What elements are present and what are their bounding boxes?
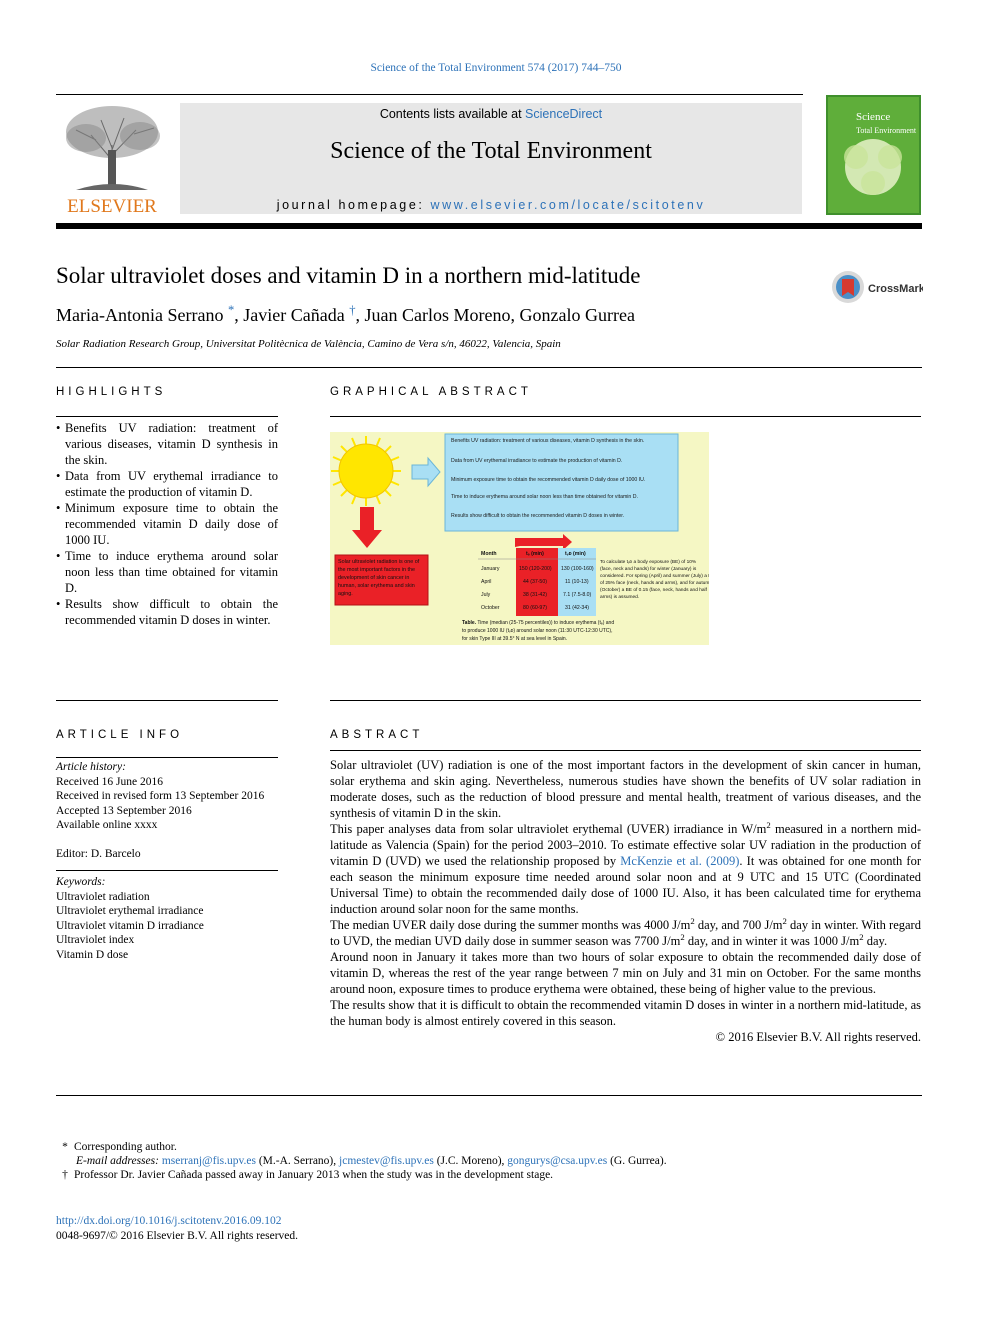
down-arrow-icon — [352, 507, 382, 548]
keyword: Ultraviolet radiation — [56, 890, 150, 903]
footnote-dagger: † Professor Dr. Javier Cañada passed away in January 2013 when the study was in the development stage. — [56, 1168, 667, 1182]
history-entry: Received 16 June 2016 — [56, 775, 163, 788]
doi-block — [56, 1214, 298, 1244]
contents-prefix: Contents lists available at — [379, 107, 526, 121]
email-link[interactable]: mserranj@fis.upv.es — [161, 1155, 256, 1167]
ga-table-cell: October — [481, 605, 500, 611]
divider — [330, 416, 921, 417]
ga-table-cell: 31 (42-34) — [565, 605, 589, 611]
homepage-link[interactable]: www.elsevier.com/locate/scitotenv — [430, 198, 706, 212]
author-name: Maria-Antonia Serrano — [56, 305, 224, 325]
copyright-notice: © 2016 Elsevier B.V. All rights reserved. — [715, 1030, 921, 1044]
author-footnote-mark[interactable]: * — [227, 303, 235, 317]
elsevier-logo[interactable] — [56, 100, 168, 216]
highlight-item: • Results show difficult to obtain the recommended vitamin D doses in winter. — [56, 596, 278, 628]
divider — [56, 1095, 922, 1096]
svg-text:the most important factors in: the most important factors in the — [338, 567, 416, 573]
abstract-paragraph: Around noon in January it takes more than two hours of solar exposure to obtain the recommended daily dose of vitamin D, whereas the rest of the year range between 7 min on July and 31 min on October. For the same months around noon, exposure times to produce erythema were obtained, these being of higher value to the previous. — [330, 950, 921, 996]
divider — [56, 367, 922, 368]
graphical-abstract-heading: GRAPHICAL ABSTRACT — [330, 386, 532, 398]
keyword: Ultraviolet index — [56, 934, 135, 946]
ga-table — [478, 548, 596, 616]
article-history-label: Article history: — [56, 761, 126, 773]
footnote-dagger-mark: † — [62, 1169, 68, 1181]
ga-table-cell: 44 (37-50) — [523, 579, 547, 585]
divider — [330, 750, 921, 751]
ga-bullet: Data from UV erythemal irradiance to estimate the production of vitamin D. — [451, 458, 623, 464]
journal-cover-image — [826, 95, 921, 215]
journal-banner — [180, 103, 802, 214]
ga-side-note — [600, 559, 709, 600]
journal-cover-thumbnail[interactable] — [826, 95, 921, 215]
svg-text:Table. Time (median (25-75 per: Table. Time (median (25-75 percentiles)) to induce erythema (tₑ) and — [462, 620, 615, 626]
svg-text:human, solar erythema and skin: human, solar erythema and skin — [338, 583, 415, 589]
author-name: Juan Carlos Moreno — [364, 305, 511, 325]
keyword: Vitamin D dose — [56, 948, 129, 961]
article-history — [56, 760, 278, 861]
citation-link[interactable]: McKenzie et al. (2009) — [620, 854, 740, 868]
svg-text:To calculate tᵥᴅ a body exposu: To calculate tᵥᴅ a body exposure (BE) of 10% — [600, 560, 697, 565]
homepage-prefix: journal homepage: — [276, 198, 431, 212]
abstract-paragraph: This paper analyses data from solar ultraviolet erythemal (UVER) irradiance in $W/m^2$ measured in a northern mid-latitude as Valencia (Spain) for the period 2003–2010. To estimate effective solar UV radiation in the production of vitamin D (UVD) we used the relationship proposed by McKenzie et al. (2009). It was obtained for one month for each season the minimum exposure time needed around solar noon and at 9 UTC and 15 UTC (Coordinated Universal Time) to obtain the recommended daily dose of 1000 IU. Also, it has been calculated time for erythema induction around solar noon for the same months. — [330, 819, 921, 916]
svg-text:aging.: aging. — [338, 591, 353, 597]
keyword: Ultraviolet erythemal irradiance — [56, 905, 204, 917]
svg-text:(face, neck and hands) for win: (face, neck and hands) for winter (January) is — [600, 567, 697, 572]
graphical-abstract-drawing — [330, 432, 709, 645]
author-affiliation: Solar Radiation Research Group, Universitat Politècnica de València, Camino de Vera s/n, 46022, Valencia, Spain — [56, 338, 561, 350]
ga-bullet: Benefits UV radiation: treatment of various diseases, vitamin D synthesis in the skin. — [451, 438, 645, 444]
divider — [56, 700, 278, 701]
ga-table-cell: 130 (100-160) — [561, 566, 594, 572]
ga-bullet: Time to induce erythema around solar noon less than time obtained for vitamin D. — [451, 494, 638, 500]
contents-availability — [180, 107, 802, 121]
email-link[interactable]: gongurys@csa.upv.es — [507, 1155, 608, 1167]
svg-text:to produce 1000 IU (tᵥᴅ) aroun: to produce 1000 IU (tᵥᴅ) around solar noon (11:30 UTC-12:30 UTC), — [462, 628, 613, 634]
crossmark-label: CrossMark — [868, 283, 923, 295]
divider — [330, 700, 921, 701]
author-list: Maria-Antonia Serrano *, Javier Cañada †, Juan Carlos Moreno, Gonzalo Gurrea — [56, 303, 635, 325]
elsevier-tree-icon — [56, 100, 168, 216]
ga-bullet: Minimum exposure time to obtain the recommended vitamin D daily dose of 1000 IU. — [451, 477, 646, 483]
author-name: Javier Cañada — [243, 305, 345, 325]
ga-table-cell: January — [481, 566, 500, 572]
ga-table-header: Month — [481, 551, 497, 557]
ga-table-cell: 38 (31-42) — [523, 592, 547, 598]
divider — [56, 416, 278, 417]
ga-table-cell: 80 (60-97) — [523, 605, 547, 611]
article-title: Solar ultraviolet doses and vitamin D in a northern mid-latitude — [56, 263, 641, 288]
divider — [56, 757, 278, 758]
footnotes — [56, 1140, 667, 1182]
abstract-paragraph: The results show that it is difficult to obtain the recommended vitamin D doses in winter in a northern mid-latitude, as the human body is almost entirely covered in this season. — [330, 998, 921, 1028]
journal-title: Science of the Total Environment — [330, 138, 652, 164]
divider — [56, 870, 278, 871]
graphical-abstract-figure[interactable] — [330, 432, 709, 645]
header-thick-rule — [56, 223, 922, 229]
keyword: Ultraviolet vitamin D irradiance — [56, 919, 204, 932]
highlights-heading: HIGHLIGHTS — [56, 386, 167, 398]
highlight-item: • Time to induce erythema around solar noon less than time obtained for vitamin D. — [56, 548, 278, 596]
keywords-label: Keywords: — [56, 876, 106, 888]
ga-table-cell: July — [481, 592, 491, 598]
keywords-block — [56, 875, 278, 962]
sciencedirect-link[interactable]: ScienceDirect — [525, 107, 603, 121]
highlight-item: • Minimum exposure time to obtain the recommended vitamin D daily dose of 1000 IU. — [56, 500, 278, 548]
highlight-item: • Benefits UV radiation: treatment of various diseases, vitamin D synthesis in the skin. — [56, 420, 278, 468]
svg-text:considered. For spring (April): considered. For spring (April) and summer (July) a BE — [600, 574, 709, 579]
sun-icon — [331, 436, 401, 506]
right-arrow-icon — [412, 458, 440, 486]
connector-arrow-icon — [515, 534, 572, 550]
footnote-star: * — [62, 1141, 68, 1153]
svg-text:(October) a BE of 0.15 (face,: (October) a BE of 0.15 (face, neck, hands and half — [600, 588, 707, 593]
highlight-item: • Data from UV erythemal irradiance to estimate the production of vitamin D. — [56, 468, 278, 500]
cover-title-line1: Science — [856, 111, 891, 123]
ga-table-cell: 7.1 (7.5-8.0) — [563, 592, 592, 598]
journal-homepage — [180, 198, 802, 212]
highlights-list — [56, 420, 278, 628]
history-entry: Available online xxxx — [56, 819, 158, 831]
ga-table-cell: April — [481, 579, 492, 585]
history-entry: Received in revised form 13 September 2016 — [56, 790, 265, 802]
author-name: Gonzalo Gurrea — [519, 305, 635, 325]
ga-table-header: tᵥᴅ (min) — [565, 551, 586, 557]
doi-link[interactable]: http://dx.doi.org/10.1016/j.scitotenv.2016.09.102 — [56, 1215, 282, 1227]
abstract-paragraph: Solar ultraviolet (UV) radiation is one of the most important factors in the development of skin cancer in human, solar erythema and skin aging. Nevertheless, numerous studies have shown the benefits of UV solar radiation in moderate doses, such as the reduction of blood pressure and mental health, treatment of various diseases, and the synthesis of vitamin D in the skin. — [330, 758, 921, 820]
ga-table-caption — [462, 620, 614, 642]
footnote-emails: E-mail addresses: mserranj@fis.upv.es (M.-A. Serrano), jcmestev@fis.upv.es (J.C. Moreno), gongurys@csa.upv.es (G. Gurrea). — [76, 1155, 667, 1167]
svg-text:Solar ultraviolet radiation is: Solar ultraviolet radiation is one of — [338, 559, 420, 565]
abstract-body — [330, 757, 921, 1045]
journal-reference-link[interactable]: Science of the Total Environment 574 (2017) 744–750 — [370, 62, 622, 74]
ga-table-cell: 150 (120-200) — [519, 566, 552, 572]
svg-text:for skin Type III at 39.5° N a: for skin Type III at 39.5° N at sea level in Spain. — [462, 636, 568, 642]
email-link[interactable]: jcmestev@fis.upv.es — [339, 1155, 434, 1167]
cover-title-line2: Total Environment — [856, 126, 917, 135]
abstract-paragraph: The median UVER daily dose during the summer months was 4000 $J/m^2$ day, and 700 $J/m^2$ day in winter. With regard to UVD, the median UVD daily dose in summer season was 7700 $J/m^2$ day, and in winter it was 1000 $J/m^2$ day. — [330, 915, 921, 948]
ga-bullet: Results show difficult to obtain the recommended vitamin D doses in winter. — [451, 513, 625, 519]
svg-text:of 25% face (neck, hands and a: of 25% face (neck, hands and arms), and for autumn — [600, 581, 709, 586]
ga-table-header: tₑ (min) — [526, 551, 544, 557]
svg-text:development of skin cancer in: development of skin cancer in — [338, 575, 410, 581]
footnote-corresponding: * Corresponding author. — [56, 1140, 667, 1154]
author-footnote-mark[interactable]: † — [349, 303, 356, 317]
crossmark-badge[interactable] — [831, 268, 923, 306]
issn-copyright: 0048-9697/© 2016 Elsevier B.V. All rights reserved. — [56, 1230, 299, 1242]
elsevier-wordmark: ELSEVIER — [67, 196, 157, 216]
header-rule — [56, 94, 803, 95]
abstract-heading: ABSTRACT — [330, 729, 424, 741]
article-info-heading: ARTICLE INFO — [56, 729, 184, 741]
svg-text:arms) is assumed.: arms) is assumed. — [600, 595, 640, 600]
history-entry: Accepted 13 September 2016 — [56, 804, 192, 817]
ga-table-cell: 11 (10-13) — [565, 579, 589, 585]
crossmark-icon — [831, 268, 923, 306]
editor-line: Editor: D. Barcelo — [56, 847, 141, 860]
